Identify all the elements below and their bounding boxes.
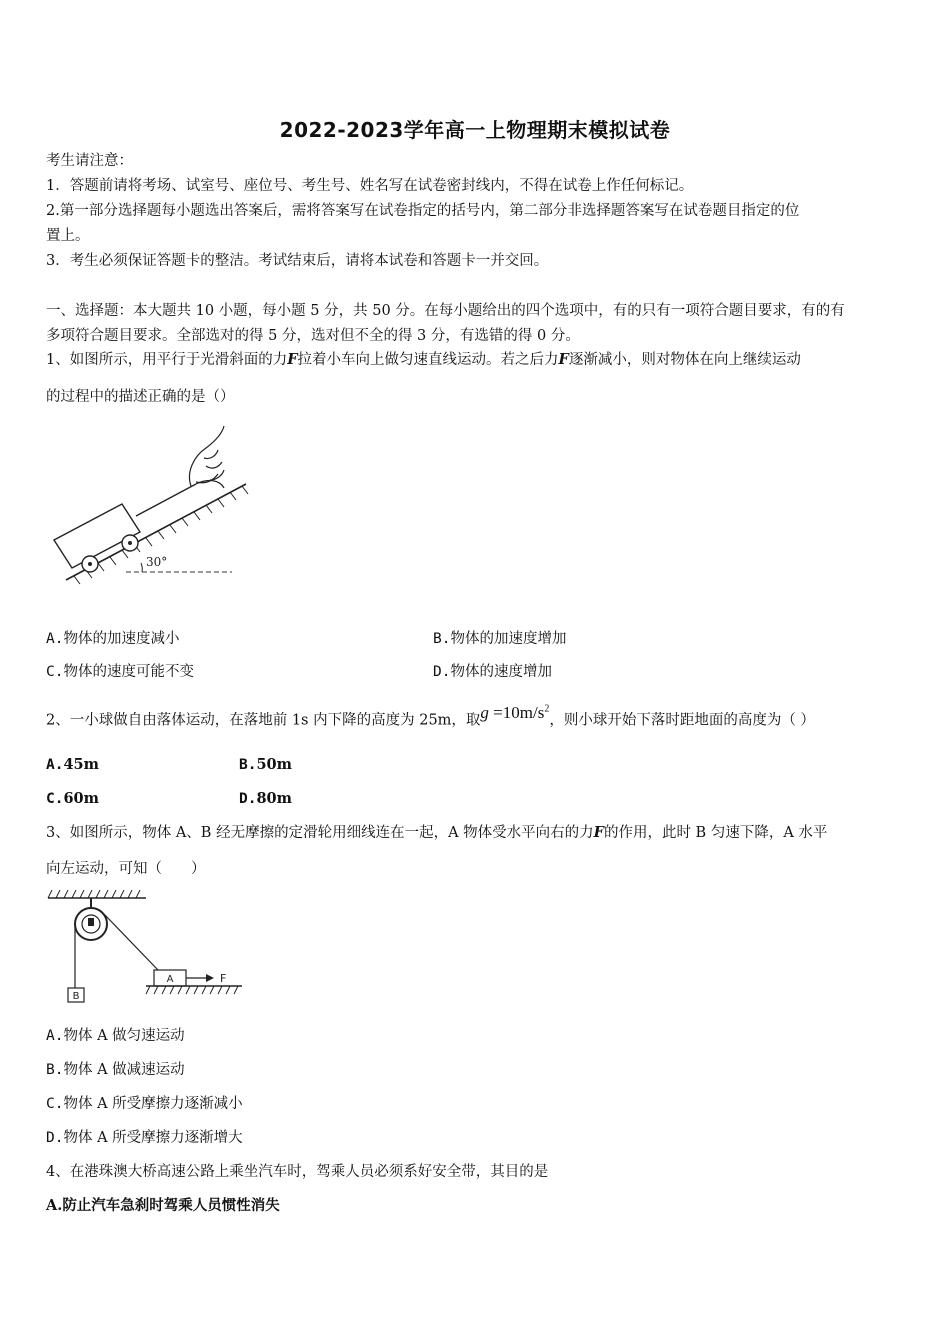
q3-option-d[interactable]: D.物体 A 所受摩擦力逐渐增大	[46, 1130, 243, 1146]
q2-formula: $g =10m/s^2$	[480, 702, 550, 722]
exam-title: 2022-2023学年高一上物理期末模拟试卷	[279, 118, 671, 142]
q2-option-b[interactable]: B.50m	[239, 756, 292, 773]
q2-option-d[interactable]: D.80m	[239, 790, 292, 807]
notice-item-3: 3．考生必须保证答题卡的整洁。考试结束后，请将本试卷和答题卡一并交回。	[46, 253, 549, 269]
q3-block-a-label: A	[166, 974, 174, 985]
notice-heading: 考生请注意：	[46, 153, 133, 169]
q3-pulley-figure	[46, 888, 246, 1006]
q3-option-a[interactable]: A.物体 A 做匀速运动	[46, 1028, 185, 1044]
notice-item-1: 1．答题前请将考场、试室号、座位号、考生号、姓名写在试卷密封线内，不得在试卷上作任何标记。	[46, 178, 694, 194]
q3-stem-line-1: 3、如图所示，物体 A、B 经无摩擦的定滑轮用细线连在一起，A 物体受水平向右的力F的作用，此时 B 匀速下降，A 水平	[46, 824, 828, 841]
q1-option-d[interactable]: D.物体的速度增加	[433, 664, 552, 680]
q1-angle-label: 30°	[146, 555, 168, 569]
q3-option-b[interactable]: B.物体 A 做减速运动	[46, 1062, 185, 1078]
q1-option-b[interactable]: B.物体的加速度增加	[433, 631, 567, 647]
q2-option-a[interactable]: A.45m	[46, 756, 99, 773]
q1-stem-line-2: 的过程中的描述正确的是（）	[46, 389, 235, 405]
section-intro-line-1: 一、选择题：本大题共 10 小题，每小题 5 分，共 50 分。在每小题给出的四个选项中，有的只有一项符合题目要求，有的有	[46, 303, 845, 319]
q4-option-a[interactable]: A.防止汽车急刹时驾乘人员惯性消失	[46, 1197, 280, 1214]
q3-stem-line-2: 向左运动，可知（ ）	[46, 861, 206, 877]
notice-item-2: 2.第一部分选择题每小题选出答案后，需将答案写在试卷指定的括号内，第二部分非选择题答案写在试卷题目指定的位	[46, 203, 800, 219]
q1-option-a[interactable]: A.物体的加速度减小	[46, 631, 180, 647]
q1-option-c[interactable]: C.物体的速度可能不变	[46, 664, 194, 680]
q3-block-b-label: B	[72, 991, 80, 1002]
q1-incline-figure	[46, 422, 256, 592]
section-intro-line-2: 多项符合题目要求。全部选对的得 5 分，选对但不全的得 3 分，有选错的得 0 分。	[46, 328, 580, 344]
q1-stem-line-1: 1、如图所示，用平行于光滑斜面的力F拉着小车向上做匀速直线运动。若之后力F逐渐减小，则对物体在向上继续运动	[46, 351, 801, 368]
q3-option-c[interactable]: C.物体 A 所受摩擦力逐渐减小	[46, 1096, 243, 1112]
q4-stem: 4、在港珠澳大桥高速公路上乘坐汽车时，驾乘人员必须系好安全带，其目的是	[46, 1164, 549, 1180]
q3-force-label: F	[220, 972, 227, 985]
q2-option-c[interactable]: C.60m	[46, 790, 99, 807]
q2-stem: 2、一小球做自由落体运动，在落地前 1s 内下降的高度为 25m，取$g =10m/s^2$，则小球开始下落时距地面的高度为（ ）	[46, 702, 815, 729]
notice-item-2-cont: 置上。	[46, 228, 90, 244]
